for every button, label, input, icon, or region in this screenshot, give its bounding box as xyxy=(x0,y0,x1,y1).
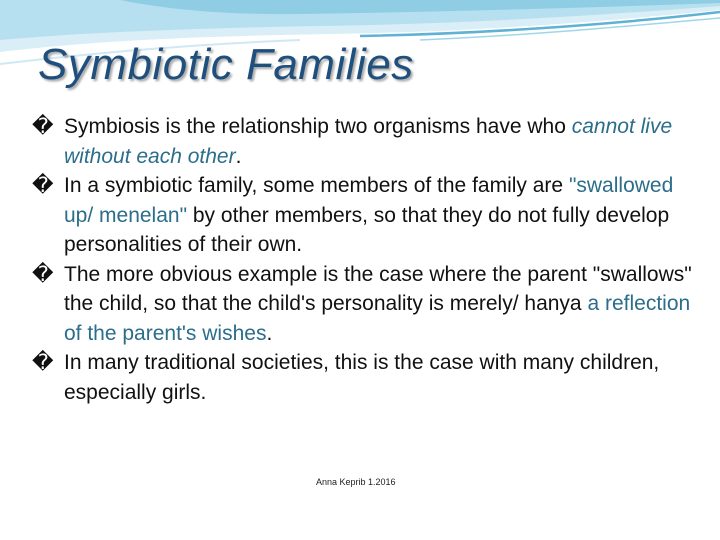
text-segment: The more obvious example is the case where the parent "swallows" the child, so that the child's personality is merely/ hanya xyxy=(64,262,692,315)
text-segment: In many traditional societies, this is the case with many children, especially girls. xyxy=(64,351,660,404)
text-segment: . xyxy=(266,321,273,345)
bullet-icon: � xyxy=(32,115,54,138)
bullet-paragraph xyxy=(32,348,692,407)
emphasis-segment: "swallowed up/ menelan" xyxy=(64,174,674,227)
emphasis-segment: cannot live without each other xyxy=(64,115,673,168)
bullet-icon: � xyxy=(32,262,54,286)
slide-title: Symbiotic Families xyxy=(38,40,414,89)
bullet-paragraph xyxy=(32,260,692,349)
footer-credit: Anna Keprib 1.2016 xyxy=(316,477,396,487)
emphasis-segment: a reflection of the parent's wishes xyxy=(64,292,691,345)
text-segment: In a symbiotic family, some members of the family are xyxy=(64,174,569,197)
bullet-icon: � xyxy=(32,174,54,197)
text-segment: by other members, so that they do not fully develop personalities of their own. xyxy=(64,203,670,256)
slide-body xyxy=(32,112,692,407)
text-segment: Symbiosis is the relationship two organisms have who xyxy=(64,115,572,138)
bullet-paragraph xyxy=(32,171,692,260)
text-segment: . xyxy=(235,144,242,168)
bullet-icon: � xyxy=(32,351,54,374)
bullet-paragraph xyxy=(32,112,692,171)
